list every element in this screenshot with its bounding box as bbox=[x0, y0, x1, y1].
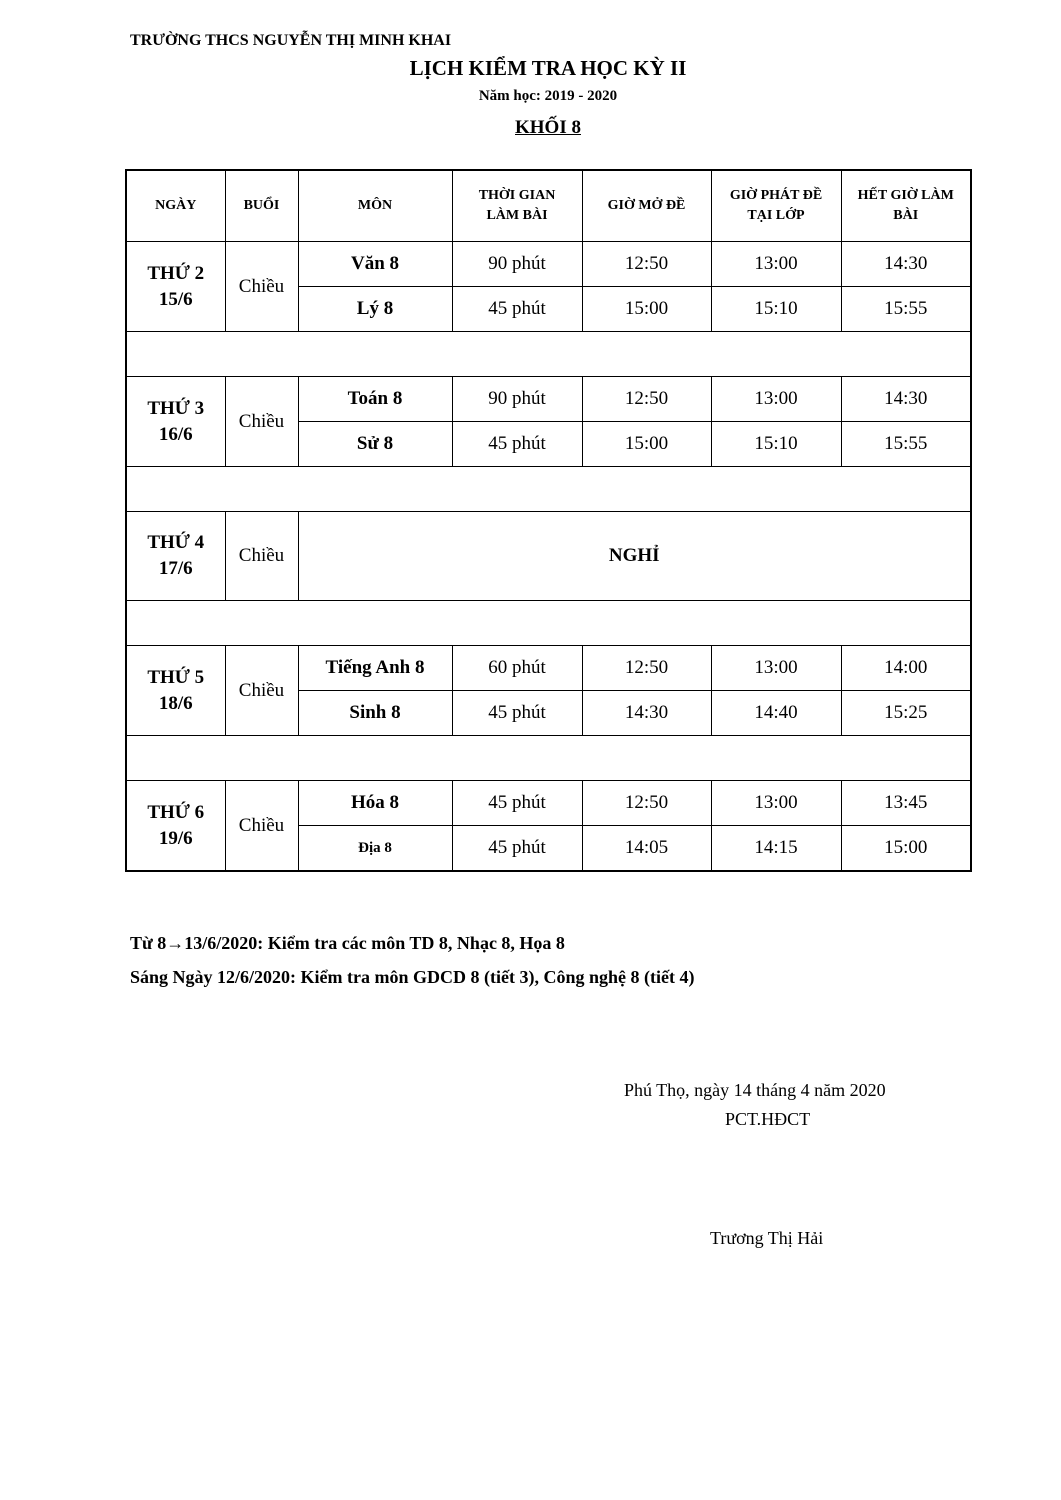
day-cell: THỨ 5 18/6 bbox=[126, 646, 225, 736]
table-row bbox=[126, 377, 971, 422]
hand-out-time-cell: 13:00 bbox=[711, 242, 841, 287]
school-name: TRƯỜNG THCS NGUYỄN THỊ MINH KHAI bbox=[130, 32, 452, 49]
end-time-cell: 14:30 bbox=[841, 242, 971, 287]
signer-name: Trương Thị Hải bbox=[710, 1228, 824, 1248]
hand-out-time-cell: 13:00 bbox=[711, 377, 841, 422]
subject-cell: Toán 8 bbox=[298, 377, 452, 422]
open-time-cell: 12:50 bbox=[582, 781, 711, 826]
separator-cell bbox=[126, 736, 971, 781]
place-date: Phú Thọ, ngày 14 tháng 4 năm 2020 bbox=[624, 1080, 886, 1100]
separator-row bbox=[126, 736, 971, 781]
hand-out-time-cell: 14:40 bbox=[711, 691, 841, 736]
header-end-time: HẾT GIỜ LÀM BÀI bbox=[841, 170, 971, 242]
hand-out-time-cell: 15:10 bbox=[711, 287, 841, 332]
note-line: Sáng Ngày 12/6/2020: Kiểm tra môn GDCD 8 (tiết 3), Công nghệ 8 (tiết 4) bbox=[130, 967, 695, 987]
subject-cell: Sử 8 bbox=[298, 422, 452, 467]
duration-cell: 90 phút bbox=[452, 377, 582, 422]
open-time-cell: 15:00 bbox=[582, 287, 711, 332]
day-cell: THỨ 6 19/6 bbox=[126, 781, 225, 872]
end-time-cell: 15:25 bbox=[841, 691, 971, 736]
subject-cell: Địa 8 bbox=[298, 826, 452, 872]
table-row bbox=[126, 646, 971, 691]
session-cell: Chiều bbox=[225, 646, 298, 736]
open-time-cell: 12:50 bbox=[582, 377, 711, 422]
hand-out-time-cell: 13:00 bbox=[711, 781, 841, 826]
table-row bbox=[126, 512, 971, 601]
duration-cell: 90 phút bbox=[452, 242, 582, 287]
session-cell: Chiều bbox=[225, 377, 298, 467]
open-time-cell: 12:50 bbox=[582, 646, 711, 691]
open-time-cell: 14:30 bbox=[582, 691, 711, 736]
signer-role: PCT.HĐCT bbox=[725, 1109, 811, 1129]
day-cell: THỨ 4 17/6 bbox=[126, 512, 225, 601]
open-time-cell: 12:50 bbox=[582, 242, 711, 287]
separator-row bbox=[126, 332, 971, 377]
header-day: NGÀY bbox=[126, 170, 225, 242]
exam-schedule-table bbox=[125, 169, 972, 872]
header-subject: MÔN bbox=[298, 170, 452, 242]
note-line: Từ 8→13/6/2020: Kiểm tra các môn TD 8, Nhạc 8, Họa 8 bbox=[130, 933, 565, 953]
subject-cell: Hóa 8 bbox=[298, 781, 452, 826]
open-time-cell: 14:05 bbox=[582, 826, 711, 872]
hand-out-time-cell: 15:10 bbox=[711, 422, 841, 467]
end-time-cell: 15:55 bbox=[841, 422, 971, 467]
school-year: Năm học: 2019 - 2020 bbox=[478, 88, 618, 104]
separator-cell bbox=[126, 601, 971, 646]
duration-cell: 60 phút bbox=[452, 646, 582, 691]
subject-cell: Sinh 8 bbox=[298, 691, 452, 736]
separator-row bbox=[126, 467, 971, 512]
session-cell: Chiều bbox=[225, 512, 298, 601]
document-title: LỊCH KIỂM TRA HỌC KỲ II bbox=[409, 56, 687, 80]
subject-cell: Tiếng Anh 8 bbox=[298, 646, 452, 691]
end-time-cell: 15:55 bbox=[841, 287, 971, 332]
table-row bbox=[126, 242, 971, 287]
end-time-cell: 15:00 bbox=[841, 826, 971, 872]
table-row bbox=[126, 781, 971, 826]
header-session: BUỔI bbox=[225, 170, 298, 242]
separator-cell bbox=[126, 332, 971, 377]
header-duration: THỜI GIAN LÀM BÀI bbox=[452, 170, 582, 242]
end-time-cell: 14:30 bbox=[841, 377, 971, 422]
session-cell: Chiều bbox=[225, 781, 298, 872]
duration-cell: 45 phút bbox=[452, 781, 582, 826]
subject-cell: Văn 8 bbox=[298, 242, 452, 287]
subject-cell: Lý 8 bbox=[298, 287, 452, 332]
duration-cell: 45 phút bbox=[452, 691, 582, 736]
open-time-cell: 15:00 bbox=[582, 422, 711, 467]
header-open-time: GIỜ MỞ ĐỀ bbox=[582, 170, 711, 242]
duration-cell: 45 phút bbox=[452, 422, 582, 467]
end-time-cell: 13:45 bbox=[841, 781, 971, 826]
duration-cell: 45 phút bbox=[452, 287, 582, 332]
day-cell: THỨ 2 15/6 bbox=[126, 242, 225, 332]
grade-label: KHỐI 8 bbox=[515, 117, 581, 138]
table-header-row bbox=[126, 170, 971, 242]
duration-cell: 45 phút bbox=[452, 826, 582, 872]
hand-out-time-cell: 13:00 bbox=[711, 646, 841, 691]
separator-row bbox=[126, 601, 971, 646]
hand-out-time-cell: 14:15 bbox=[711, 826, 841, 872]
header-hand-out-time: GIỜ PHÁT ĐỀ TẠI LỚP bbox=[711, 170, 841, 242]
day-off-cell: NGHỈ bbox=[298, 512, 971, 601]
notes bbox=[130, 926, 694, 994]
separator-cell bbox=[126, 467, 971, 512]
session-cell: Chiều bbox=[225, 242, 298, 332]
end-time-cell: 14:00 bbox=[841, 646, 971, 691]
day-cell: THỨ 3 16/6 bbox=[126, 377, 225, 467]
